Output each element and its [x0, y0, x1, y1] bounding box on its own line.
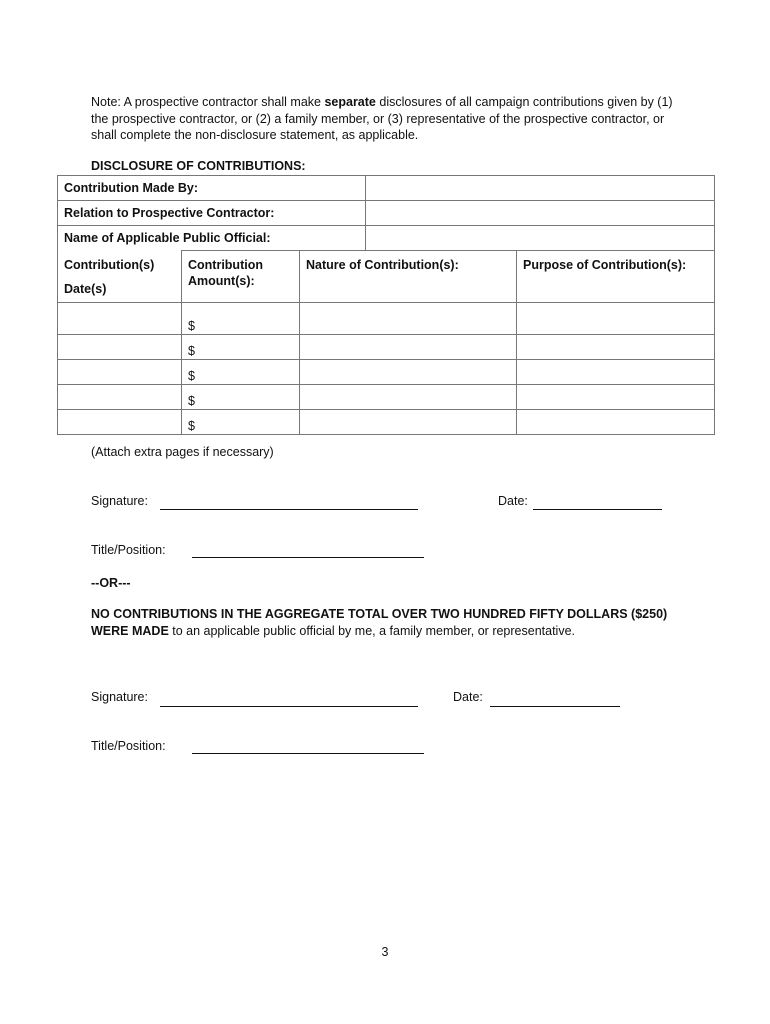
date-cell[interactable]: [58, 335, 182, 360]
nature-cell[interactable]: [300, 385, 517, 410]
amount-cell[interactable]: [182, 335, 300, 360]
public-official-field[interactable]: [366, 226, 715, 251]
page-number: 3: [381, 945, 389, 959]
amount-cell[interactable]: [182, 303, 300, 335]
purpose-cell[interactable]: [517, 303, 715, 335]
note-paragraph: [91, 94, 691, 144]
signature-line[interactable]: [160, 497, 418, 510]
public-official-label: Name of Applicable Public Official:: [58, 226, 366, 251]
currency-symbol: $: [188, 419, 195, 433]
table-row: [58, 360, 715, 385]
date-cell[interactable]: [58, 303, 182, 335]
date-line[interactable]: [533, 497, 662, 510]
contribution-made-by-label: Contribution Made By:: [58, 176, 366, 201]
title-position-label: Title/Position:: [91, 739, 166, 753]
attach-note: (Attach extra pages if necessary): [91, 445, 274, 459]
date-column-header: [58, 251, 182, 303]
table-row: [58, 410, 715, 435]
signature-line[interactable]: [160, 694, 418, 707]
purpose-cell[interactable]: [517, 360, 715, 385]
non-disclosure-statement: [91, 606, 671, 639]
nature-cell[interactable]: [300, 410, 517, 435]
date-label: Date:: [498, 494, 528, 508]
currency-symbol: $: [188, 394, 195, 408]
purpose-cell[interactable]: [517, 335, 715, 360]
title-position-line[interactable]: [192, 545, 424, 558]
amount-cell[interactable]: [182, 410, 300, 435]
date-line[interactable]: [490, 694, 620, 707]
public-official-row: [58, 226, 715, 251]
non-disclosure-bold: NO CONTRIBUTIONS IN THE AGGREGATE TOTAL OVER TWO HUNDRED FIFTY DOLLARS ($250) WERE MADE: [91, 607, 668, 638]
date-label: Date:: [453, 690, 483, 704]
date-cell[interactable]: [58, 385, 182, 410]
purpose-cell[interactable]: [517, 410, 715, 435]
date-cell[interactable]: [58, 410, 182, 435]
date-header-line2: Date(s): [64, 281, 107, 296]
non-disclosure-rest: to an applicable public official by me, a family member, or representative.: [168, 623, 576, 638]
or-separator: --OR---: [91, 576, 131, 590]
title-position-line[interactable]: [192, 741, 424, 754]
note-prefix: Note: A prospective contractor shall make: [91, 95, 325, 109]
amount-column-header: Contribution Amount(s):: [182, 251, 300, 303]
title-position-label: Title/Position:: [91, 543, 166, 557]
note-suffix: disclosures of all campaign contributions given by (1) the prospective contractor, or (2) a family member, or (3) representative of the prospective contractor, or shall complete the non-disclosure statement, as applicable.: [91, 95, 673, 142]
table-row: [58, 335, 715, 360]
note-bold-word: separate: [324, 95, 376, 109]
disclosure-table: [57, 175, 715, 435]
signature-label: Signature:: [91, 494, 148, 508]
relation-label: Relation to Prospective Contractor:: [58, 201, 366, 226]
currency-symbol: $: [188, 319, 195, 333]
date-header-line1: Contribution(s): [64, 257, 155, 272]
purpose-column-header: Purpose of Contribution(s):: [517, 251, 715, 303]
contribution-made-by-row: [58, 176, 715, 201]
date-cell[interactable]: [58, 360, 182, 385]
purpose-cell[interactable]: [517, 385, 715, 410]
signature-label: Signature:: [91, 690, 148, 704]
disclosure-heading: DISCLOSURE OF CONTRIBUTIONS:: [91, 159, 306, 173]
nature-cell[interactable]: [300, 335, 517, 360]
nature-column-header: Nature of Contribution(s):: [300, 251, 517, 303]
nature-cell[interactable]: [300, 303, 517, 335]
amount-cell[interactable]: [182, 385, 300, 410]
table-row: [58, 303, 715, 335]
relation-field[interactable]: [366, 201, 715, 226]
relation-row: [58, 201, 715, 226]
column-header-row: [58, 251, 715, 303]
table-row: [58, 385, 715, 410]
currency-symbol: $: [188, 369, 195, 383]
nature-cell[interactable]: [300, 360, 517, 385]
amount-cell[interactable]: [182, 360, 300, 385]
contribution-made-by-field[interactable]: [366, 176, 715, 201]
currency-symbol: $: [188, 344, 195, 358]
